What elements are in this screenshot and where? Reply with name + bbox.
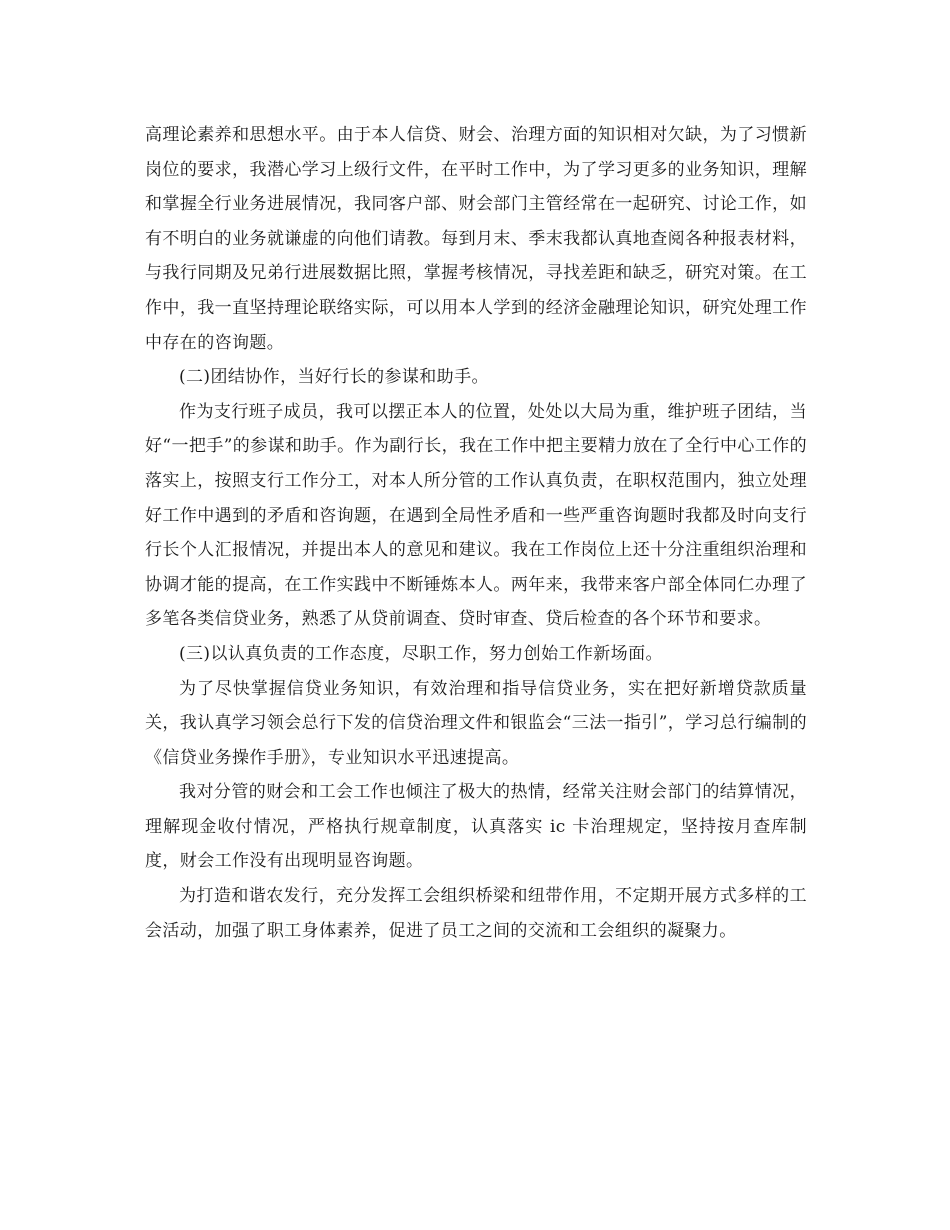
paragraph: 我对分管的财会和工会工作也倾注了极大的热情，经常关注财会部门的结算情况，理解现金收付情况，严格执行规章制度，认真落实 ic 卡治理规定，坚持按月查库制度，财会工作没有出现明显咨询题。 [145,782,807,872]
paragraph-continuation: 高理论素养和思想水平。由于本人信贷、财会、治理方面的知识相对欠缺，为了习惯新岗位的要求，我潜心学习上级行文件，在平时工作中，为了学习更多的业务知识，理解和掌握全行业务进展情况，我同客户部、财会部门主管经常在一起研究、讨论工作，如有不明白的业务就谦虚的向他们请教。每到月末、季末我都认真地查阅各种报表材料，与我行同期及兄弟行进展数据比照，掌握考核情况，寻找差距和缺乏，研究对策。在工作中，我一直坚持理论联络实际，可以用本人学到的经济金融理论知识，研究处理工作中存在的咨询题。 [145,125,807,353]
paragraph: 为打造和谐农发行，充分发挥工会组织桥梁和纽带作用，不定期开展方式多样的工会活动，加强了职工身体素养，促进了员工之间的交流和工会组织的凝聚力。 [145,886,807,941]
paragraph: 为了尽快掌握信贷业务知识，有效治理和指导信贷业务，实在把好新增贷款质量关，我认真学习领会总行下发的信贷治理文件和银监会“三法一指引”，学习总行编制的《信贷业务操作手册》，专业知识水平迅速提高。 [145,678,807,768]
document-body [145,118,807,948]
section-heading-2: (二)团结协作，当好行长的参谋和助手。 [179,367,489,388]
section-heading-3: (三)以认真负责的工作态度，尽职工作，努力创始工作新场面。 [179,643,663,664]
paragraph: 作为支行班子成员，我可以摆正本人的位置，处处以大局为重，维护班子团结，当好“一把手”的参谋和助手。作为副行长，我在工作中把主要精力放在了全行中心工作的落实上，按照支行工作分工，对本人所分管的工作认真负责，在职权范围内，独立处理好工作中遇到的矛盾和咨询题，在遇到全局性矛盾和一些严重咨询题时我都及时向支行行长个人汇报情况，并提出本人的意见和建议。我在工作岗位上还十分注重组织治理和协调才能的提高，在工作实践中不断锤炼本人。两年来，我带来客户部全体同仁办理了多笔各类信贷业务，熟悉了从贷前调查、贷时审查、贷后检查的各个环节和要求。 [145,401,807,630]
